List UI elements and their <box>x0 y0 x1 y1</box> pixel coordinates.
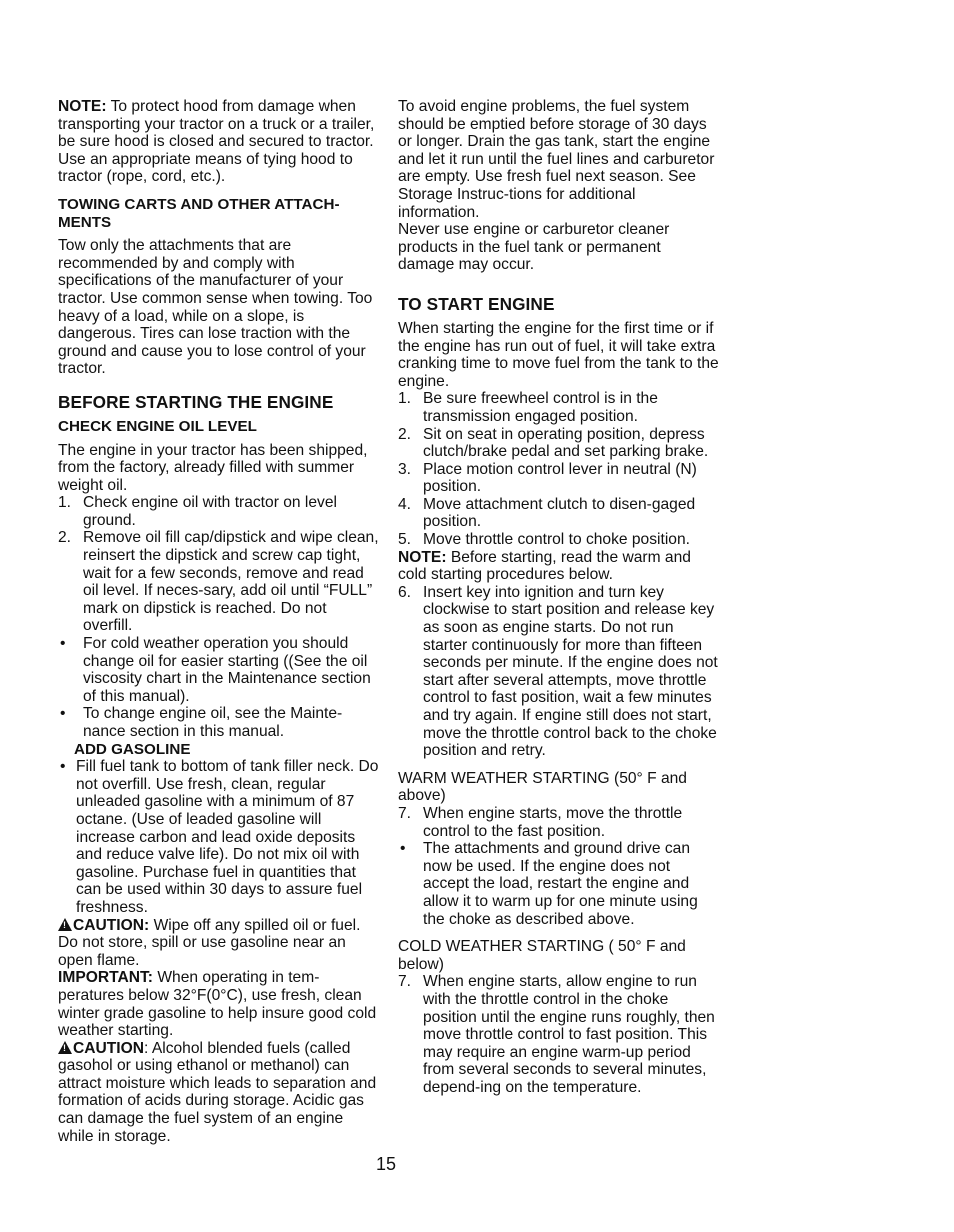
important-text: When operating in tem-peratures below 32°F(0°C), use fresh, clean winter grade gasoline to help insure good cold weather starting. <box>58 969 377 1040</box>
list-item-text: When engine starts, allow engine to run with the throttle control in the choke position until the engine runs roughly, then move throttle control to fast position. This may require an engine warm-up period from several seconds to several minutes, depend-ing on the temperature. <box>423 973 715 1096</box>
caution-alcohol <box>58 1040 380 1146</box>
check-oil-heading: CHECK ENGINE OIL LEVEL <box>58 417 257 435</box>
caution-text: Wipe off any spilled oil or fuel. Do not store, spill or use gasoline near an open flame. <box>58 916 361 969</box>
important-label: IMPORTANT: <box>58 969 153 987</box>
start-engine-text: When starting the engine for the first time or if the engine has run out of fuel, it will take extra cranking time to move fuel from the tank to the engine. <box>398 319 719 390</box>
list-item-text: To change engine oil, see the Mainte-nance section in this manual. <box>83 705 343 740</box>
list-item <box>58 705 380 740</box>
warm-weather-heading: WARM WEATHER STARTING (50° F and above) <box>398 769 687 805</box>
ignition-step-list <box>398 584 720 760</box>
page-number: 15 <box>376 1154 397 1174</box>
bullet-marker: • <box>60 635 66 653</box>
caution-label: CAUTION <box>73 1039 145 1057</box>
list-marker: 6. <box>398 583 412 601</box>
bullet-marker: • <box>60 705 66 723</box>
caution-label: CAUTION: <box>73 916 150 934</box>
list-item-text: Insert key into ignition and turn key clockwise to start position and release key as soon as engine starts. Do not run starter continuously for more than fifteen seconds per minute. If the engine does not start after several attempts, move throttle control to fast position, wait a few minutes and try again. If engine still does not start, move the throttle control back to the choke position and retry. <box>423 583 718 760</box>
towing-heading: TOWING CARTS AND OTHER ATTACH-MENTS <box>58 195 340 231</box>
before-starting-heading: BEFORE STARTING THE ENGINE <box>58 391 334 412</box>
never-use-cleaner-text: Never use engine or carburetor cleaner products in the fuel tank or permanent damage may occur. <box>398 221 670 274</box>
list-marker: 7. <box>398 973 412 991</box>
caution-spill <box>58 917 380 970</box>
list-marker: 5. <box>398 531 412 549</box>
warning-triangle-icon <box>58 918 72 931</box>
gasoline-list <box>58 758 380 916</box>
start-engine-heading: TO START ENGINE <box>398 293 555 314</box>
list-item <box>398 531 720 549</box>
right-column <box>398 98 720 1096</box>
warm-cold-note <box>398 549 720 584</box>
list-item <box>398 584 720 760</box>
note-text: To protect hood from damage when transporting your tractor on a truck or a trailer, be sure hood is closed and secured to tractor. Use an appropriate means of tying hood to tractor (rope, cord, etc.). <box>58 98 375 186</box>
list-marker: 2. <box>58 529 72 547</box>
important-note <box>58 969 380 1039</box>
caution-text: : Alcohol blended fuels (called gasohol or using ethanol or methanol) can attract moisture which leads to separation and formation of acids during storage. Acidic gas can damage the fuel system of an engine while in storage. <box>58 1039 377 1145</box>
check-oil-text: The engine in your tractor has been shipped, from the factory, already filled with summer weight oil. <box>58 441 368 494</box>
list-item-text: For cold weather operation you should change oil for easier starting ((See the oil viscosity chart in the Maintenance section of this manual). <box>83 635 371 705</box>
list-item-text: Fill fuel tank to bottom of tank filler neck. Do not overfill. Use fresh, clean, regular unleaded gasoline with a minimum of 87 octane. (Use of leaded gasoline will increase carbon and lead oxide deposits and reduce valve life). Do not mix oil with gasoline. Purchase fuel in quantities that can be used within 30 days to assure fuel freshness. <box>76 758 379 916</box>
list-item-text: Remove oil fill cap/dipstick and wipe clean, reinsert the dipstick and screw cap tight, wait for a few seconds, remove and read oil level. If neces-sary, add oil until “FULL” mark on dipstick is reached. Do not overfill. <box>83 529 379 635</box>
cold-weather-list <box>398 973 720 1096</box>
bullet-marker: • <box>60 758 66 776</box>
list-item-text: Place motion control lever in neutral (N) position. <box>423 460 697 496</box>
list-item-text: Move attachment clutch to disen-gaged position. <box>423 495 696 531</box>
avoid-problems-text: To avoid engine problems, the fuel system should be emptied before storage of 30 days or longer. Drain the gas tank, start the engine and let it run until the fuel lines and carburetor are empty. Use fresh fuel next season. See Storage Instruc-tions for additional information. <box>398 98 715 221</box>
warm-weather-list <box>398 805 720 928</box>
note-text: Before starting, read the warm and cold starting procedures below. <box>398 548 691 584</box>
list-item <box>58 494 380 529</box>
list-item <box>58 758 380 916</box>
note-label: NOTE: <box>58 98 107 115</box>
list-item-text: Move throttle control to choke position. <box>423 531 690 549</box>
list-item <box>398 496 720 531</box>
list-item <box>398 461 720 496</box>
start-steps-list <box>398 390 720 548</box>
list-item <box>398 426 720 461</box>
list-item <box>398 805 720 840</box>
list-marker: 7. <box>398 804 412 822</box>
list-marker: 1. <box>58 494 72 512</box>
list-item-text: When engine starts, move the throttle control to the fast position. <box>423 804 683 840</box>
list-marker: 2. <box>398 425 412 443</box>
add-gasoline-heading: ADD GASOLINE <box>74 740 191 758</box>
list-item <box>58 529 380 635</box>
list-marker: 1. <box>398 390 412 408</box>
list-item <box>58 635 380 705</box>
list-marker: 3. <box>398 460 412 478</box>
note-label: NOTE: <box>398 548 447 566</box>
list-marker: 4. <box>398 495 412 513</box>
list-item <box>398 973 720 1096</box>
list-item-text: Be sure freewheel control is in the transmission engaged position. <box>423 390 658 425</box>
warning-triangle-icon <box>58 1041 72 1054</box>
list-item <box>398 840 720 928</box>
list-item-text: Sit on seat in operating position, depress clutch/brake pedal and set parking brake. <box>423 425 709 461</box>
cold-weather-heading: COLD WEATHER STARTING ( 50° F and below) <box>398 938 686 973</box>
towing-text: Tow only the attachments that are recommended by and comply with specifications of the manufacturer of your tractor. Use common sense when towing. Too heavy of a load, while on a slope, is dangerous. Tires can lose traction with the ground and cause you to lose control of your tractor. <box>58 237 373 378</box>
bullet-marker: • <box>400 840 406 858</box>
list-item <box>398 390 720 425</box>
list-item-text: The attachments and ground drive can now be used. If the engine does not accept the load, restart the engine and allow it to warm up for one minute using the choke as described above. <box>423 840 698 928</box>
left-column <box>58 98 380 1145</box>
check-oil-list <box>58 494 380 740</box>
list-item-text: Check engine oil with tractor on level ground. <box>83 494 337 529</box>
hood-note <box>58 98 380 186</box>
